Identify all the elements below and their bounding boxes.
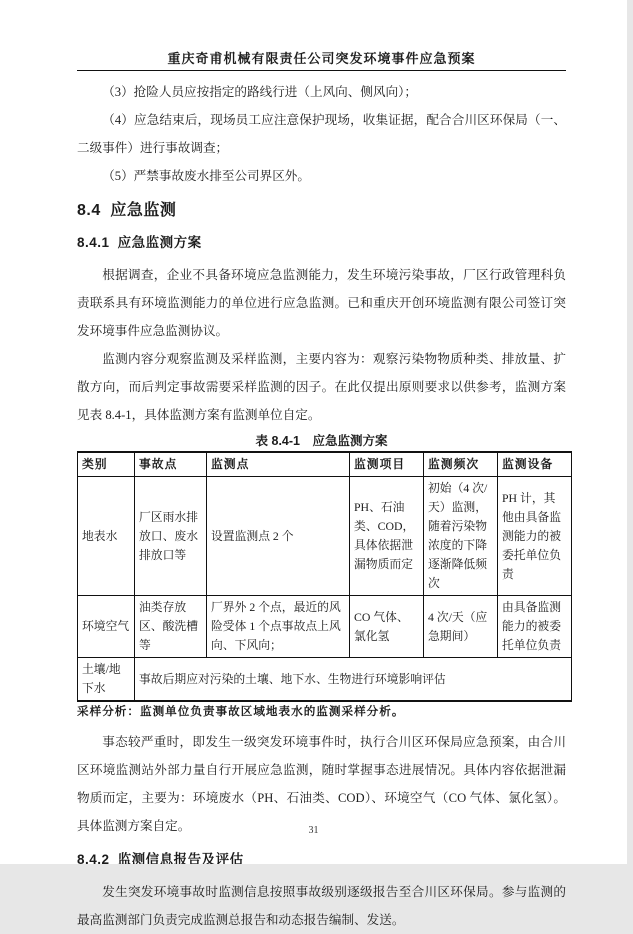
list-item-4: （4）应急结束后，现场员工应注意保护现场，收集证据，配合合川区环保局（一、二级事件）进行事故调查； [77,106,566,162]
numbered-list [77,78,566,190]
page-footer [0,825,627,836]
table-row-soil-groundwater [78,658,572,702]
section-heading-8-4-1 [77,233,566,253]
table-header-items: 监测项目 [350,452,424,477]
scan-edge-right [627,0,633,871]
table-header-accident-point: 事故点 [135,452,207,477]
table-row-ambient-air [78,596,572,658]
document-body [0,78,627,934]
list-item-3: （3）抢险人员应按指定的路线行进（上风向、侧风向）； [77,78,566,106]
table-cell: 油类存放区、酸洗槽等 [135,596,207,658]
section-title: 应急监测 [110,202,176,219]
table-cell: 4 次/天（应急期间） [424,596,498,658]
section-title: 应急监测方案 [118,235,202,250]
table-cell: 厂区雨水排放口、废水排放口等 [135,477,207,596]
table-header-frequency: 监测频次 [424,452,498,477]
section-number: 8.4 [77,202,101,219]
table-cell: 土壤/地下水 [78,658,135,702]
table-cell: 设置监测点 2 个 [207,477,350,596]
table-cell: PH、石油类、COD，具体依据泄漏物质而定 [350,477,424,596]
table-cell: 初始（4 次/天）监测，随着污染物浓度的下降逐渐降低频次 [424,477,498,596]
section-number: 8.4.1 [77,235,110,250]
table-cell: CO 气体、氯化氢 [350,596,424,658]
header-title: 重庆奇甫机械有限责任公司突发环境事件应急预案 [77,50,566,70]
table-cell: 厂界外 2 个点，最近的风险受体 1 个点事故点上风向、下风向； [207,596,350,658]
section-title: 监测信息报告及评估 [118,852,244,867]
table-header-row [78,452,572,477]
page-header [77,0,566,71]
table-caption: 表 8.4-1 应急监测方案 [77,433,566,450]
table-cell: 环境空气 [78,596,135,658]
table-header-equipment: 监测设备 [498,452,572,477]
scan-edge-bottom [0,864,633,871]
table-row-surface-water [78,477,572,596]
paragraph-survey: 根据调查，企业不具备环境应急监测能力，发生环境污染事故，厂区行政管理科负责联系具有环境监测能力的单位进行应急监测。已和重庆开创环境监测有限公司签订突发环境事件应急监测协议。 [77,261,566,345]
list-item-5: （5）严禁事故废水排至公司界区外。 [77,162,566,190]
table-cell: PH 计，其他由具备监测能力的被委托单位负责 [498,477,572,596]
table-cell-merged: 事故后期应对污染的土壤、地下水、生物进行环境影响评估 [135,658,572,702]
monitoring-plan-table [77,451,572,702]
section-number: 8.4.2 [77,852,110,867]
table-cell: 由具备监测能力的被委托单位负责 [498,596,572,658]
table-footnote: 采样分析：监测单位负责事故区域地表水的监测采样分析。 [77,704,566,720]
table-header-category: 类别 [78,452,135,477]
table-header-monitor-point: 监测点 [207,452,350,477]
table-cell: 地表水 [78,477,135,596]
paragraph-monitoring-content: 监测内容分观察监测及采样监测，主要内容为：观察污染物物质种类、排放量、扩散方向，而后判定事故需要采样监测的因子。在此仅提出原则要求以供参考，监测方案见表 8.4-1，具体监测方案有监测单位自定。 [77,345,566,429]
page-number: 31 [309,825,319,836]
section-heading-8-4 [77,199,566,223]
paragraph-severe-case: 事态较严重时，即发生一级突发环境事件时，执行合川区环保局应急预案，由合川区环境监测站外部力量自行开展应急监测，随时掌握事态进展情况。具体内容依据泄漏物质而定，主要为：环境废水（PH、石油类、COD）、环境空气（CO 气体、氯化氢）。具体监测方案自定。 [77,728,566,840]
paragraph-report: 发生突发环境事故时监测信息按照事故级别逐级报告至合川区环保局。参与监测的最高监测部门负责完成监测总报告和动态报告编制、发送。 [77,878,566,934]
